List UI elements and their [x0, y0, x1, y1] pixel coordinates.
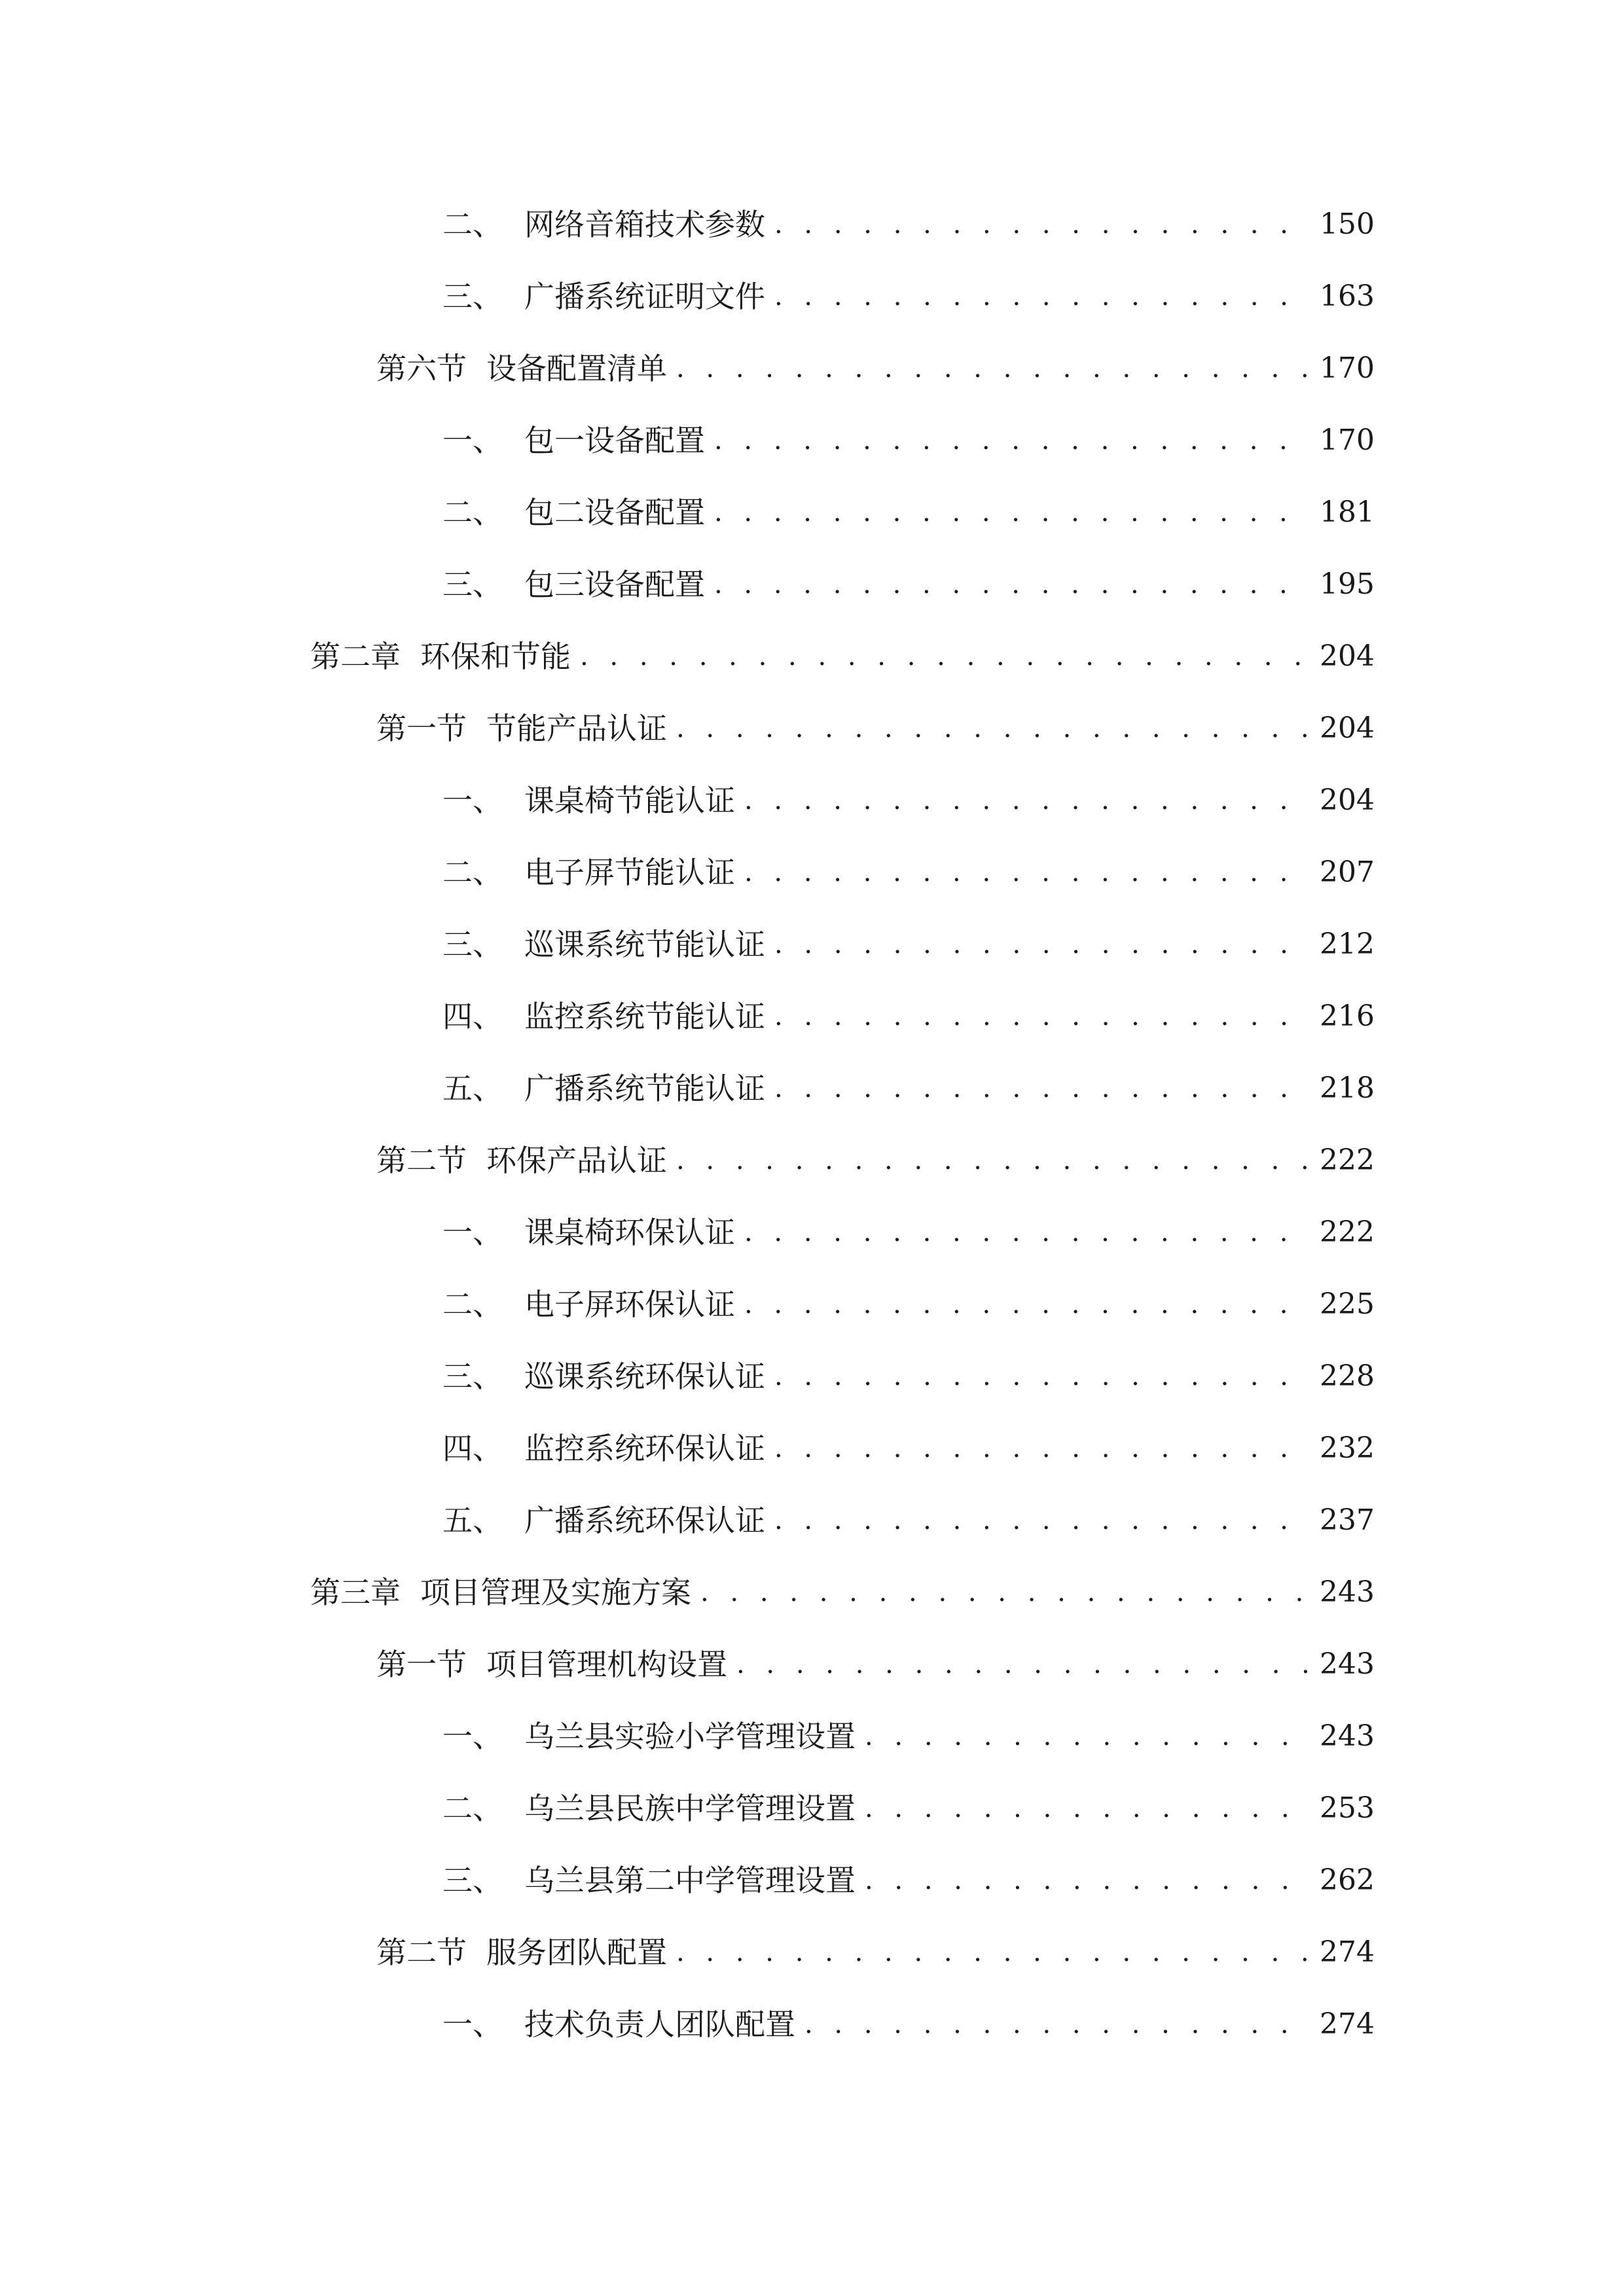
toc-entry[interactable] [376, 1923, 1375, 1982]
toc-entry-page: 225 [1320, 1287, 1375, 1321]
toc-entry-title: 巡课系统环保认证 [524, 1359, 765, 1394]
toc-entry[interactable] [442, 267, 1375, 326]
toc-entry[interactable] [442, 771, 1375, 830]
toc-entry-title: 节能产品认证 [486, 711, 667, 746]
toc-entry[interactable] [442, 1203, 1375, 1262]
toc-entry[interactable] [442, 483, 1375, 542]
toc-entry-page: 237 [1320, 1503, 1375, 1537]
toc-entry-title: 乌兰县第二中学管理设置 [524, 1863, 856, 1898]
toc-entry[interactable] [442, 1419, 1375, 1478]
dot-leader [804, 1995, 1308, 2054]
toc-entry-title: 设备配置清单 [486, 351, 667, 386]
toc-entry-title: 课桌椅环保认证 [524, 1215, 735, 1250]
dot-leader [744, 1275, 1308, 1334]
toc-entry-number: 第二节 [376, 1935, 467, 1970]
toc-entry-number: 二、 [442, 1791, 503, 1826]
toc-entry[interactable] [376, 1635, 1375, 1694]
dot-leader [774, 1491, 1308, 1550]
dot-leader [774, 195, 1308, 254]
toc-entry-page: 218 [1320, 1071, 1375, 1105]
toc-entry-page: 170 [1320, 351, 1375, 385]
toc-entry-page: 204 [1320, 711, 1375, 745]
toc-entry-page: 204 [1320, 783, 1375, 817]
toc-entry-page: 222 [1320, 1215, 1375, 1249]
toc-entry-page: 253 [1320, 1791, 1375, 1825]
toc-entry-page: 181 [1320, 495, 1375, 529]
toc-entry-page: 163 [1320, 279, 1375, 313]
toc-entry-number: 五、 [442, 1503, 503, 1538]
toc-entry-page: 243 [1320, 1719, 1375, 1753]
toc-entry-number: 一、 [442, 2007, 503, 2042]
toc-entry-page: 232 [1320, 1431, 1375, 1465]
toc-entry[interactable] [442, 987, 1375, 1046]
dot-leader [676, 1923, 1308, 1982]
toc-entry-number: 一、 [442, 1719, 503, 1754]
toc-entry-page: 274 [1320, 1935, 1375, 1969]
dot-leader [865, 1851, 1308, 1910]
toc-entry-title: 包一设备配置 [524, 423, 705, 458]
toc-entry-title: 广播系统证明文件 [524, 279, 765, 314]
toc-entry-number: 第二节 [376, 1143, 467, 1178]
toc-entry-title: 课桌椅节能认证 [524, 783, 735, 818]
dot-leader [700, 1563, 1308, 1622]
toc-entry[interactable] [442, 843, 1375, 902]
toc-entry[interactable] [442, 1707, 1375, 1766]
toc-entry-number: 第一节 [376, 1647, 467, 1682]
toc-entry[interactable] [442, 1059, 1375, 1118]
toc-entry-title: 乌兰县实验小学管理设置 [524, 1719, 856, 1754]
toc-entry-number: 第二章 [310, 639, 401, 674]
toc-entry-page: 228 [1320, 1359, 1375, 1393]
toc-entry-title: 电子屏节能认证 [524, 855, 735, 890]
dot-leader [744, 843, 1308, 902]
toc-entry-number: 第三章 [310, 1575, 401, 1610]
toc-entry-number: 第一节 [376, 711, 467, 746]
toc-entry[interactable] [376, 1131, 1375, 1190]
dot-leader [744, 1203, 1308, 1262]
toc-entry-title: 项目管理机构设置 [486, 1647, 727, 1682]
dot-leader [676, 339, 1308, 398]
toc-entry-title: 乌兰县民族中学管理设置 [524, 1791, 856, 1826]
dot-leader [774, 915, 1308, 974]
toc-entry-title: 环保产品认证 [486, 1143, 667, 1178]
toc-entry-page: 150 [1320, 207, 1375, 241]
toc-entry-page: 195 [1320, 567, 1375, 601]
toc-entry[interactable] [442, 1347, 1375, 1406]
toc-entry-title: 广播系统环保认证 [524, 1503, 765, 1538]
toc-entry-number: 三、 [442, 1359, 503, 1394]
dot-leader [714, 483, 1308, 542]
toc-entry[interactable] [442, 555, 1375, 614]
toc-entry-number: 三、 [442, 1863, 503, 1898]
toc-entry-number: 二、 [442, 495, 503, 530]
toc-entry[interactable] [442, 1275, 1375, 1334]
toc-entry-title: 包二设备配置 [524, 495, 705, 530]
toc-entry[interactable] [442, 1995, 1375, 2054]
toc-entry-title: 环保和节能 [420, 639, 571, 674]
dot-leader [676, 1131, 1308, 1190]
dot-leader [774, 1347, 1308, 1406]
toc-entry-number: 二、 [442, 207, 503, 242]
toc-entry[interactable] [442, 1779, 1375, 1838]
toc-entry-number: 四、 [442, 1431, 503, 1466]
toc-entry-number: 三、 [442, 927, 503, 962]
dot-leader [865, 1779, 1308, 1838]
dot-leader [676, 699, 1308, 758]
toc-entry-title: 项目管理及实施方案 [420, 1575, 691, 1610]
toc-entry-page: 216 [1320, 999, 1375, 1033]
toc-entry-title: 电子屏环保认证 [524, 1287, 735, 1322]
toc-entry-page: 274 [1320, 2007, 1375, 2041]
dot-leader [774, 267, 1308, 326]
toc-entry-number: 第六节 [376, 351, 467, 386]
dot-leader [714, 411, 1308, 470]
toc-entry-title: 监控系统节能认证 [524, 999, 765, 1034]
toc-entry[interactable] [442, 915, 1375, 974]
toc-entry-page: 212 [1320, 927, 1375, 961]
dot-leader [736, 1635, 1308, 1694]
toc-entry-page: 243 [1320, 1575, 1375, 1609]
dot-leader [865, 1707, 1308, 1766]
toc-entry-number: 五、 [442, 1071, 503, 1106]
toc-entry-number: 一、 [442, 783, 503, 818]
toc-entry-page: 243 [1320, 1647, 1375, 1681]
dot-leader [774, 987, 1308, 1046]
toc-entry-number: 四、 [442, 999, 503, 1034]
toc-entry[interactable] [442, 1851, 1375, 1910]
toc-entry[interactable] [310, 627, 1375, 686]
toc-entry-page: 204 [1320, 639, 1375, 673]
toc-entry[interactable] [442, 195, 1375, 254]
toc-entry[interactable] [442, 411, 1375, 470]
toc-entry[interactable] [310, 1563, 1375, 1622]
toc-entry-number: 三、 [442, 279, 503, 314]
toc-entry[interactable] [376, 339, 1375, 398]
toc-entry-title: 网络音箱技术参数 [524, 207, 765, 242]
dot-leader [580, 627, 1308, 686]
dot-leader [714, 555, 1308, 614]
toc-entry[interactable] [376, 699, 1375, 758]
dot-leader [774, 1419, 1308, 1478]
toc-entry-page: 262 [1320, 1863, 1375, 1897]
toc-entry-number: 一、 [442, 1215, 503, 1250]
toc-entry-page: 170 [1320, 423, 1375, 457]
toc-entry-title: 服务团队配置 [486, 1935, 667, 1970]
toc-entry-title: 技术负责人团队配置 [524, 2007, 795, 2042]
toc-entry-title: 监控系统环保认证 [524, 1431, 765, 1466]
toc-entry-number: 三、 [442, 567, 503, 602]
toc-entry-page: 207 [1320, 855, 1375, 889]
toc-entry-number: 二、 [442, 855, 503, 890]
dot-leader [774, 1059, 1308, 1118]
toc-entry-title: 包三设备配置 [524, 567, 705, 602]
toc-entry-title: 广播系统节能认证 [524, 1071, 765, 1106]
toc-entry-number: 一、 [442, 423, 503, 458]
dot-leader [744, 771, 1308, 830]
toc-entry-title: 巡课系统节能认证 [524, 927, 765, 962]
toc-entry-page: 222 [1320, 1143, 1375, 1177]
toc-entry[interactable] [442, 1491, 1375, 1550]
toc-entry-number: 二、 [442, 1287, 503, 1322]
